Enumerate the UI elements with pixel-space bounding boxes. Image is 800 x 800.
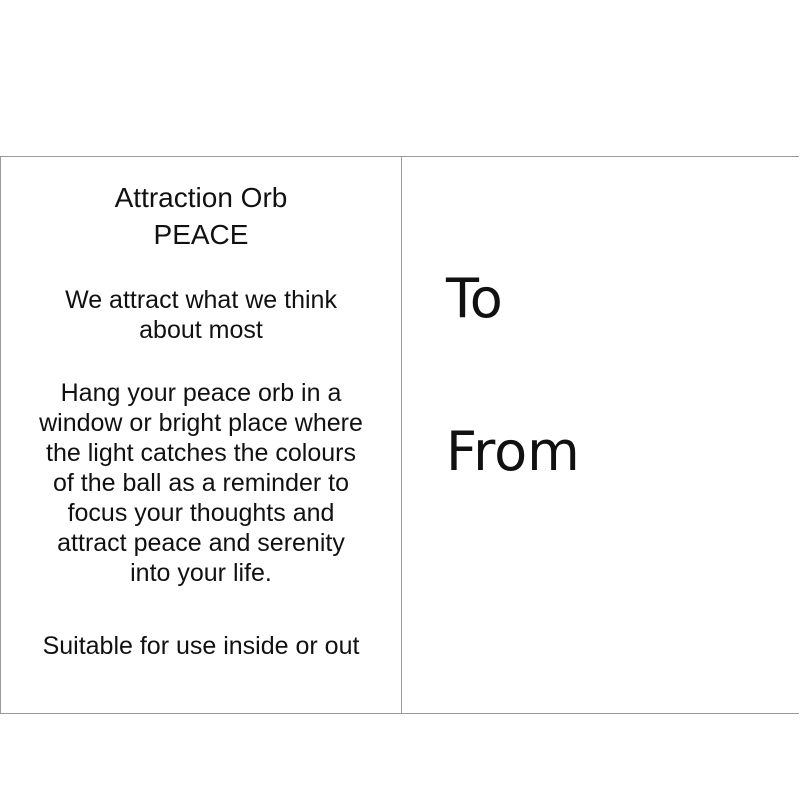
instruction-line: Hang your peace orb in a bbox=[60, 379, 342, 407]
gift-card bbox=[0, 156, 799, 714]
instruction-line: into your life. bbox=[130, 559, 272, 587]
suitable-note bbox=[1, 631, 401, 661]
card-subtitle: PEACE bbox=[153, 219, 249, 250]
suitable-text: Suitable for use inside or out bbox=[42, 632, 360, 660]
instruction-line: window or bright place where bbox=[39, 409, 363, 437]
tagline-line: about most bbox=[139, 316, 263, 344]
tagline-line: We attract what we think bbox=[65, 286, 337, 314]
to-label: To bbox=[446, 267, 503, 330]
card-title: Attraction Orb bbox=[114, 182, 288, 213]
instructions bbox=[1, 378, 401, 588]
instruction-line: focus your thoughts and bbox=[67, 499, 335, 527]
tagline bbox=[1, 285, 401, 345]
from-label: From bbox=[446, 420, 580, 483]
instruction-line: the light catches the colours bbox=[46, 439, 356, 467]
card-left-panel bbox=[1, 157, 401, 713]
card-right-panel bbox=[402, 157, 800, 713]
instruction-line: of the ball as a reminder to bbox=[53, 469, 349, 497]
instruction-line: attract peace and serenity bbox=[57, 529, 345, 557]
title-block bbox=[1, 179, 401, 253]
